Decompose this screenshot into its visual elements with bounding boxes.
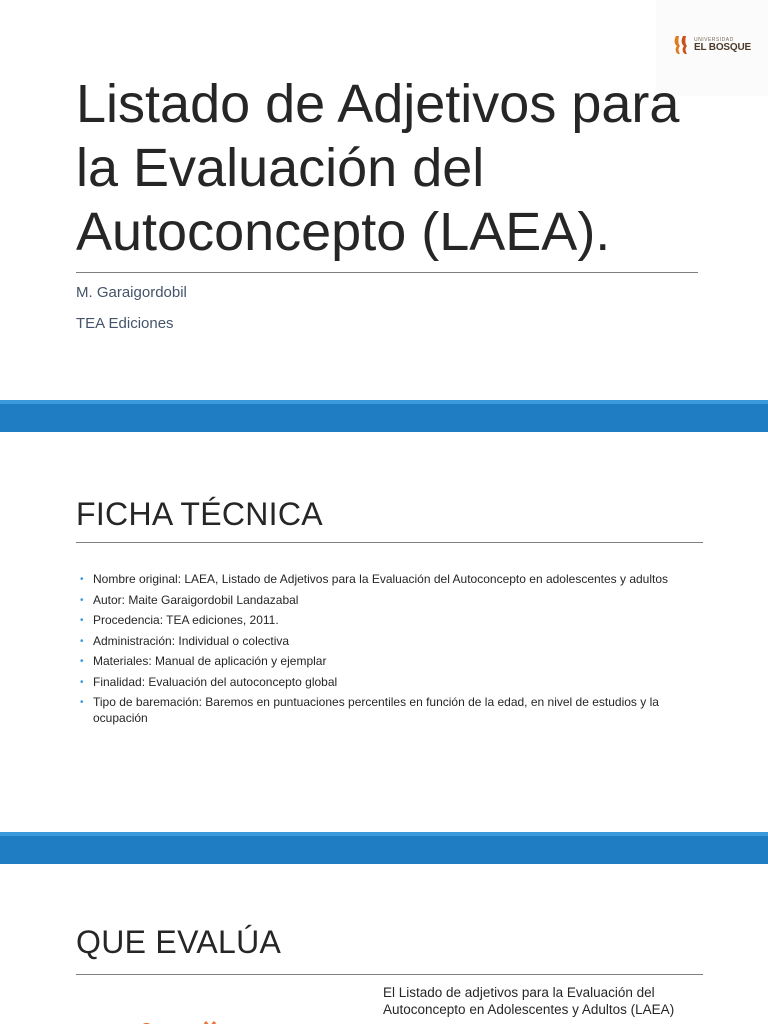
logo-big-text: EL BOSQUE bbox=[694, 41, 751, 53]
section-heading: QUE EVALÚA bbox=[76, 924, 282, 960]
slide-que-evalua bbox=[0, 864, 768, 1024]
bullet-icon: • bbox=[80, 615, 84, 626]
publisher-subtitle: TEA Ediciones bbox=[76, 315, 174, 332]
bullet-icon: • bbox=[80, 635, 84, 647]
heading-divider bbox=[76, 974, 703, 975]
bullet-icon: • bbox=[80, 594, 84, 606]
slide-separator bbox=[0, 832, 768, 864]
logo-small-text: UNIVERSIDAD bbox=[694, 36, 734, 43]
list-item: • Procedencia: TEA ediciones, 2011. bbox=[80, 613, 279, 627]
slide-separator bbox=[0, 400, 768, 432]
list-item: • Nombre original: LAEA, Listado de Adjetivos para la Evaluación del Autoconcepto en adolescentes y adultos bbox=[80, 572, 669, 586]
illustration-image bbox=[120, 1004, 250, 1024]
list-item: • Administración: Individual o colectiva bbox=[80, 633, 290, 648]
list-item: • Materiales: Manual de aplicación y ejemplar bbox=[80, 654, 327, 668]
presentation-title: Listado de Adjetivos para la Evaluación del Autoconcepto (LAEA). bbox=[76, 74, 680, 262]
list-item: • Tipo de baremación: Baremos en puntuaciones percentiles en función de la edad, en nivel de estudios y la ocupación bbox=[80, 695, 659, 725]
bullet-icon: • bbox=[80, 676, 84, 688]
heading-divider bbox=[76, 542, 703, 543]
title-divider bbox=[76, 272, 698, 273]
bullet-icon: • bbox=[80, 656, 84, 667]
section-heading: FICHA TÉCNICA bbox=[76, 496, 323, 532]
slide-title bbox=[0, 0, 768, 400]
bullet-icon: • bbox=[80, 697, 84, 708]
list-item: • Autor: Maite Garaigordobil Landazabal bbox=[80, 592, 299, 607]
list-item: • Finalidad: Evaluación del autoconcepto global bbox=[80, 674, 338, 689]
bullet-list bbox=[80, 572, 705, 731]
author-subtitle: M. Garaigordobil bbox=[76, 284, 187, 301]
el-bosque-logo-icon bbox=[673, 34, 691, 56]
description-paragraph: El Listado de adjetivos para la Evaluación del Autoconcepto en Adolescentes y Adultos (LAEA) bbox=[383, 985, 675, 1017]
bullet-icon: • bbox=[80, 574, 84, 585]
slide-ficha-tecnica bbox=[0, 432, 768, 832]
